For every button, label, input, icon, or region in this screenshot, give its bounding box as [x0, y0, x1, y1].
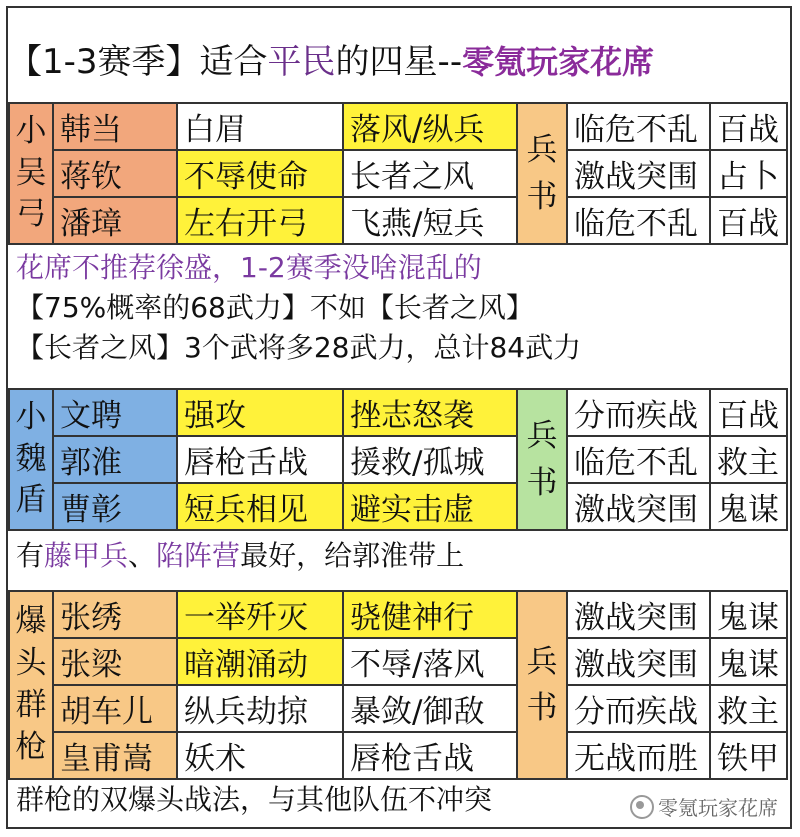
note-line: 花席不推荐徐盛，1-2赛季没啥混乱的: [16, 251, 482, 284]
watermark: [630, 792, 778, 821]
book-cell: 百战: [710, 197, 787, 244]
skill-cell: 不辱/落风: [343, 638, 517, 685]
book-label: [517, 389, 567, 530]
table-row: [9, 150, 787, 197]
book-char: 兵: [526, 132, 558, 168]
faction-label: [9, 389, 53, 530]
lineup-table-wu-archers: [8, 102, 788, 245]
page-title: [8, 30, 788, 94]
note-xusheng: [16, 248, 581, 368]
note-text: 、: [128, 539, 157, 572]
general-name: 韩当: [53, 103, 177, 150]
book-cell: 鬼谋: [710, 638, 787, 685]
book-cell: 救主: [710, 685, 787, 732]
book-cell: 占卜: [710, 150, 787, 197]
table-row: [9, 685, 787, 732]
book-cell: 激战突围: [567, 150, 710, 197]
note-armor: [16, 536, 464, 576]
general-name: 胡车儿: [53, 685, 177, 732]
title-highlight: 平民: [267, 42, 336, 82]
skill-cell: 长者之风: [343, 150, 517, 197]
general-name: 张绣: [53, 591, 177, 638]
book-char: 书: [526, 178, 558, 215]
skill-cell: 妖术: [177, 732, 343, 779]
faction-char: 枪: [15, 728, 47, 765]
note-text: 有: [16, 539, 45, 572]
book-char: 兵: [526, 418, 558, 454]
skill-cell: 暴敛/御敌: [343, 685, 517, 732]
table-row: [9, 389, 787, 436]
faction-char: 小: [15, 112, 47, 149]
lineup-table-wei-shields: [8, 388, 788, 531]
general-name: 蒋钦: [53, 150, 177, 197]
faction-label: [9, 103, 53, 244]
book-cell: 临危不乱: [567, 436, 710, 483]
skill-cell: 一举歼灭: [177, 591, 343, 638]
skill-cell: 避实击虚: [343, 483, 517, 530]
book-cell: 临危不乱: [567, 197, 710, 244]
title-middle: 的四星--: [335, 42, 463, 82]
skill-cell: 骁健神行: [343, 591, 517, 638]
book-cell: 激战突围: [567, 591, 710, 638]
table-row: [9, 436, 787, 483]
faction-char: 群: [15, 687, 47, 723]
book-cell: 鬼谋: [710, 483, 787, 530]
note-text: 最好，给郭淮带上: [240, 539, 465, 572]
faction-char: 头: [15, 645, 47, 682]
note-line: 【长者之风】3个武将多28武力，总计84武力: [16, 331, 582, 364]
faction-char: 爆: [15, 603, 47, 640]
table-row: [9, 732, 787, 779]
skill-cell: 纵兵劫掠: [177, 685, 343, 732]
book-cell: 分而疾战: [567, 685, 710, 732]
book-cell: 临危不乱: [567, 103, 710, 150]
faction-char: 吴: [15, 154, 47, 191]
book-label: [517, 591, 567, 779]
title-brand: 零氪玩家花席: [462, 43, 655, 81]
general-name: 曹彰: [53, 483, 177, 530]
lineup-table-qun-spears: [8, 590, 788, 780]
book-cell: 无战而胜: [567, 732, 710, 779]
general-name: 潘璋: [53, 197, 177, 244]
skill-cell: 唇枪舌战: [343, 732, 517, 779]
skill-cell: 暗潮涌动: [177, 638, 343, 685]
table-row: [9, 591, 787, 638]
skill-cell: 白眉: [177, 103, 343, 150]
faction-label: [9, 591, 53, 779]
faction-char: 小: [15, 398, 47, 435]
skill-cell: 短兵相见: [177, 483, 343, 530]
book-char: 书: [526, 690, 558, 726]
skill-cell: 飞燕/短兵: [343, 197, 517, 244]
table-row: [9, 638, 787, 685]
book-char: 兵: [526, 643, 558, 680]
note-highlight: 藤甲兵: [44, 539, 129, 572]
skill-cell: 强攻: [177, 389, 343, 436]
table-row: [9, 197, 787, 244]
note-spears: [16, 780, 492, 820]
general-name: 皇甫嵩: [53, 732, 177, 779]
book-cell: 百战: [710, 103, 787, 150]
table-row: [9, 483, 787, 530]
book-label: [517, 103, 567, 244]
book-char: 书: [526, 464, 558, 501]
note-line: 【75%概率的68武力】不如【长者之风】: [16, 291, 534, 324]
book-cell: 百战: [710, 389, 787, 436]
table-row: [9, 103, 787, 150]
book-cell: 激战突围: [567, 483, 710, 530]
book-cell: 分而疾战: [567, 389, 710, 436]
skill-cell: 唇枪舌战: [177, 436, 343, 483]
faction-char: 弓: [15, 196, 47, 233]
book-cell: 救主: [710, 436, 787, 483]
faction-char: 盾: [15, 482, 47, 519]
general-name: 张梁: [53, 638, 177, 685]
book-cell: 铁甲: [710, 732, 787, 779]
book-cell: 鬼谋: [710, 591, 787, 638]
watermark-text: 零氪玩家花席: [658, 796, 778, 820]
skill-cell: 援救/孤城: [343, 436, 517, 483]
note-highlight: 陷阵营: [156, 539, 241, 572]
wechat-icon: [630, 795, 654, 819]
skill-cell: 左右开弓: [177, 197, 343, 244]
general-name: 郭淮: [53, 436, 177, 483]
faction-char: 魏: [15, 440, 47, 477]
title-prefix: 【1-3赛季】适合: [8, 42, 268, 82]
skill-cell: 落风/纵兵: [343, 103, 517, 150]
skill-cell: 不辱使命: [177, 150, 343, 197]
book-cell: 激战突围: [567, 638, 710, 685]
skill-cell: 挫志怒袭: [343, 389, 517, 436]
general-name: 文聘: [53, 389, 177, 436]
note-text: 群枪的双爆头战法，与其他队伍不冲突: [16, 783, 493, 816]
